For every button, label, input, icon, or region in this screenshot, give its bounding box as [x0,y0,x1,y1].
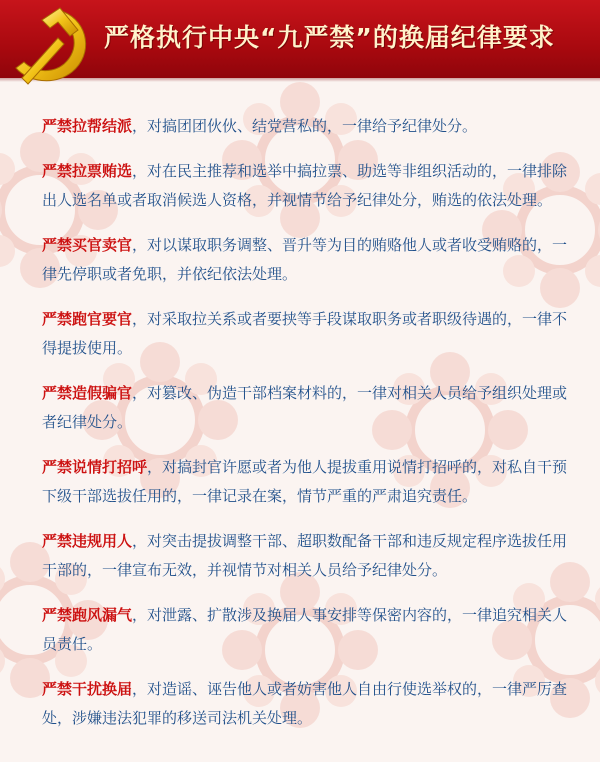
rule-heading: 严禁拉票贿选 [42,162,133,180]
rule-heading: 严禁买官卖官 [42,236,133,254]
page-title: 严格执行中央“九严禁”的换届纪律要求 [104,23,555,52]
rule-heading: 严禁说情打招呼 [42,458,148,476]
rule-text: ，对搞团团伙伙、结党营私的，一律给予纪律处分。 [132,117,478,135]
rule-text: ，对采取拉关系或者要挟等手段谋取职务或者职级待遇的，一律不得提拔使用。 [42,310,568,357]
rule-text: ，对突击提拔调整干部、超职数配备干部和违反规定程序选拔任用干部的，一律宣布无效，并视情节对相关人员给予纪律处分。 [42,532,568,579]
rule-item [42,305,572,363]
rule-item [42,453,572,511]
rule-item [42,601,572,659]
rule-text: ，对以谋取职务调整、晋升等为目的贿赂他人或者收受贿赂的，一律先停职或者免职，并依纪依法处理。 [42,236,568,283]
rule-heading: 严禁拉帮结派 [42,117,133,135]
rule-heading: 严禁违规用人 [42,532,133,550]
rule-text: ，对搞封官许愿或者为他人提拔重用说情打招呼的，对私自干预下级干部选拔任用的，一律记录在案，情节严重的严肃追究责任。 [42,458,568,505]
rule-text: ，对在民主推荐和选举中搞拉票、助选等非组织活动的，一律排除出人选名单或者取消候选人资格，并视情节给予纪律处分，贿选的依法处理。 [42,162,568,209]
rule-heading: 严禁干扰换届 [42,680,133,698]
rule-heading: 严禁跑官要官 [42,310,133,328]
rule-item [42,379,572,437]
rule-text: ，对泄露、扩散涉及换届人事安排等保密内容的，一律追究相关人员责任。 [42,606,568,653]
rule-text: ，对造谣、诬告他人或者妨害他人自由行使选举权的，一律严厉查处，涉嫌违法犯罪的移送司法机关处理。 [42,680,568,727]
rule-item [42,527,572,585]
rule-item [42,157,572,215]
rule-text: ，对篡改、伪造干部档案材料的，一律对相关人员给予组织处理或者纪律处分。 [42,384,568,431]
rule-item [42,675,572,733]
rule-heading: 严禁跑风漏气 [42,606,133,624]
hammer-sickle-emblem-icon [2,2,102,88]
rule-heading: 严禁造假骗官 [42,384,133,402]
rule-item [42,231,572,289]
rule-item [42,112,572,141]
rules-list [42,112,572,749]
